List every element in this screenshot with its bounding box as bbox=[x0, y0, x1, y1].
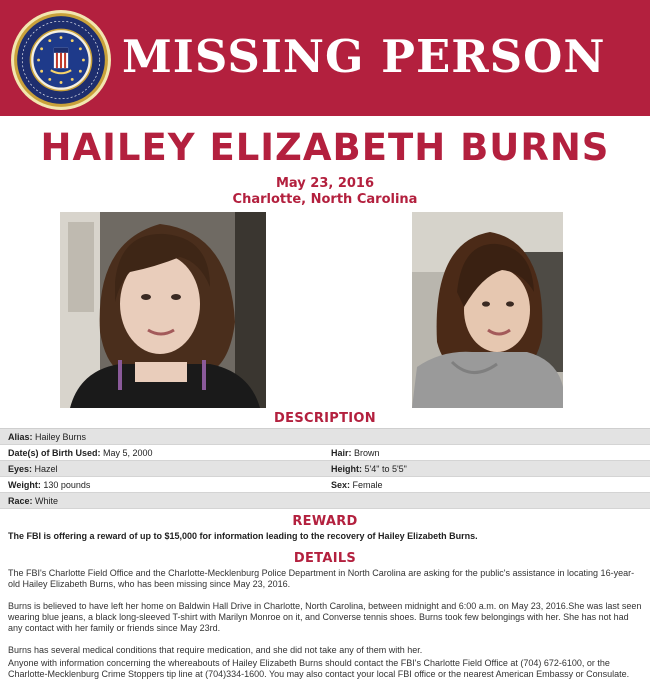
table-row bbox=[0, 477, 650, 493]
description-table bbox=[0, 428, 650, 509]
table-row bbox=[0, 461, 650, 477]
field-label: Hair: bbox=[331, 447, 352, 458]
field-label: Weight: bbox=[8, 479, 41, 490]
person-name: HAILEY ELIZABETH BURNS bbox=[40, 126, 610, 169]
field-label: Sex: bbox=[331, 479, 351, 490]
details-paragraph: Anyone with information concerning the whereabouts of Hailey Elizabeth Burns should contact the FBI's Charlotte Field Office at (704) 672-6100, or the Charlotte-Mecklenburg Crime Stoppers tip line at (704)334-1600. You may also contact your local FBI office or the nearest American Embassy or Consulate. bbox=[8, 658, 630, 679]
reward-heading: REWARD bbox=[292, 514, 358, 529]
table-row bbox=[0, 445, 650, 461]
description-heading: DESCRIPTION bbox=[274, 411, 376, 426]
field-value: 130 pounds bbox=[43, 479, 91, 490]
photo-2 bbox=[412, 212, 563, 408]
missing-date: May 23, 2016 bbox=[275, 176, 375, 191]
field-value: Female bbox=[352, 479, 383, 490]
table-row bbox=[0, 429, 650, 445]
fbi-seal-icon bbox=[10, 9, 112, 111]
field-value: Hailey Burns bbox=[35, 431, 87, 442]
field-label: Date(s) of Birth Used: bbox=[8, 447, 101, 458]
details-paragraph: Burns is believed to have left her home on Baldwin Hall Drive in Charlotte, North Carolina, between midnight and 6:00 a.m. on May 23, 2016.She was last seen wearing blue jeans, a black long-sleeved T-shirt with Marilyn Monroe on it, and Converse tennis shoes. Burns took few belongings with her. She has not had any contact with her family or friends since May 23rd. bbox=[8, 601, 642, 633]
field-value: May 5, 2000 bbox=[103, 447, 153, 458]
details-paragraph: The FBI's Charlotte Field Office and the Charlotte-Mecklenburg Police Department in North Carolina are asking for the public's assistance in locating 16-year-old Hailey Elizabeth Burns, who has been missing since May 23, 2016. bbox=[8, 568, 635, 589]
field-label: Race: bbox=[8, 495, 33, 506]
field-value: Brown bbox=[354, 447, 380, 458]
table-row bbox=[0, 493, 650, 509]
field-value: 5'4" to 5'5" bbox=[364, 463, 407, 474]
header-banner bbox=[0, 0, 650, 116]
field-label: Height: bbox=[331, 463, 362, 474]
details-paragraph: Burns has several medical conditions that require medication, and she did not take any of them with her. bbox=[8, 645, 423, 655]
field-label: Eyes: bbox=[8, 463, 33, 474]
details-body bbox=[8, 568, 644, 691]
page-title: MISSING PERSON bbox=[122, 30, 606, 83]
details-heading: DETAILS bbox=[293, 551, 357, 566]
field-label: Alias: bbox=[8, 431, 33, 442]
photo-1 bbox=[60, 212, 266, 408]
field-value: Hazel bbox=[34, 463, 58, 474]
missing-location: Charlotte, North Carolina bbox=[232, 192, 418, 207]
reward-text: The FBI is offering a reward of up to $15,000 for information leading to the recovery of Hailey Elizabeth Burns. bbox=[8, 531, 478, 541]
field-value: White bbox=[35, 495, 59, 506]
